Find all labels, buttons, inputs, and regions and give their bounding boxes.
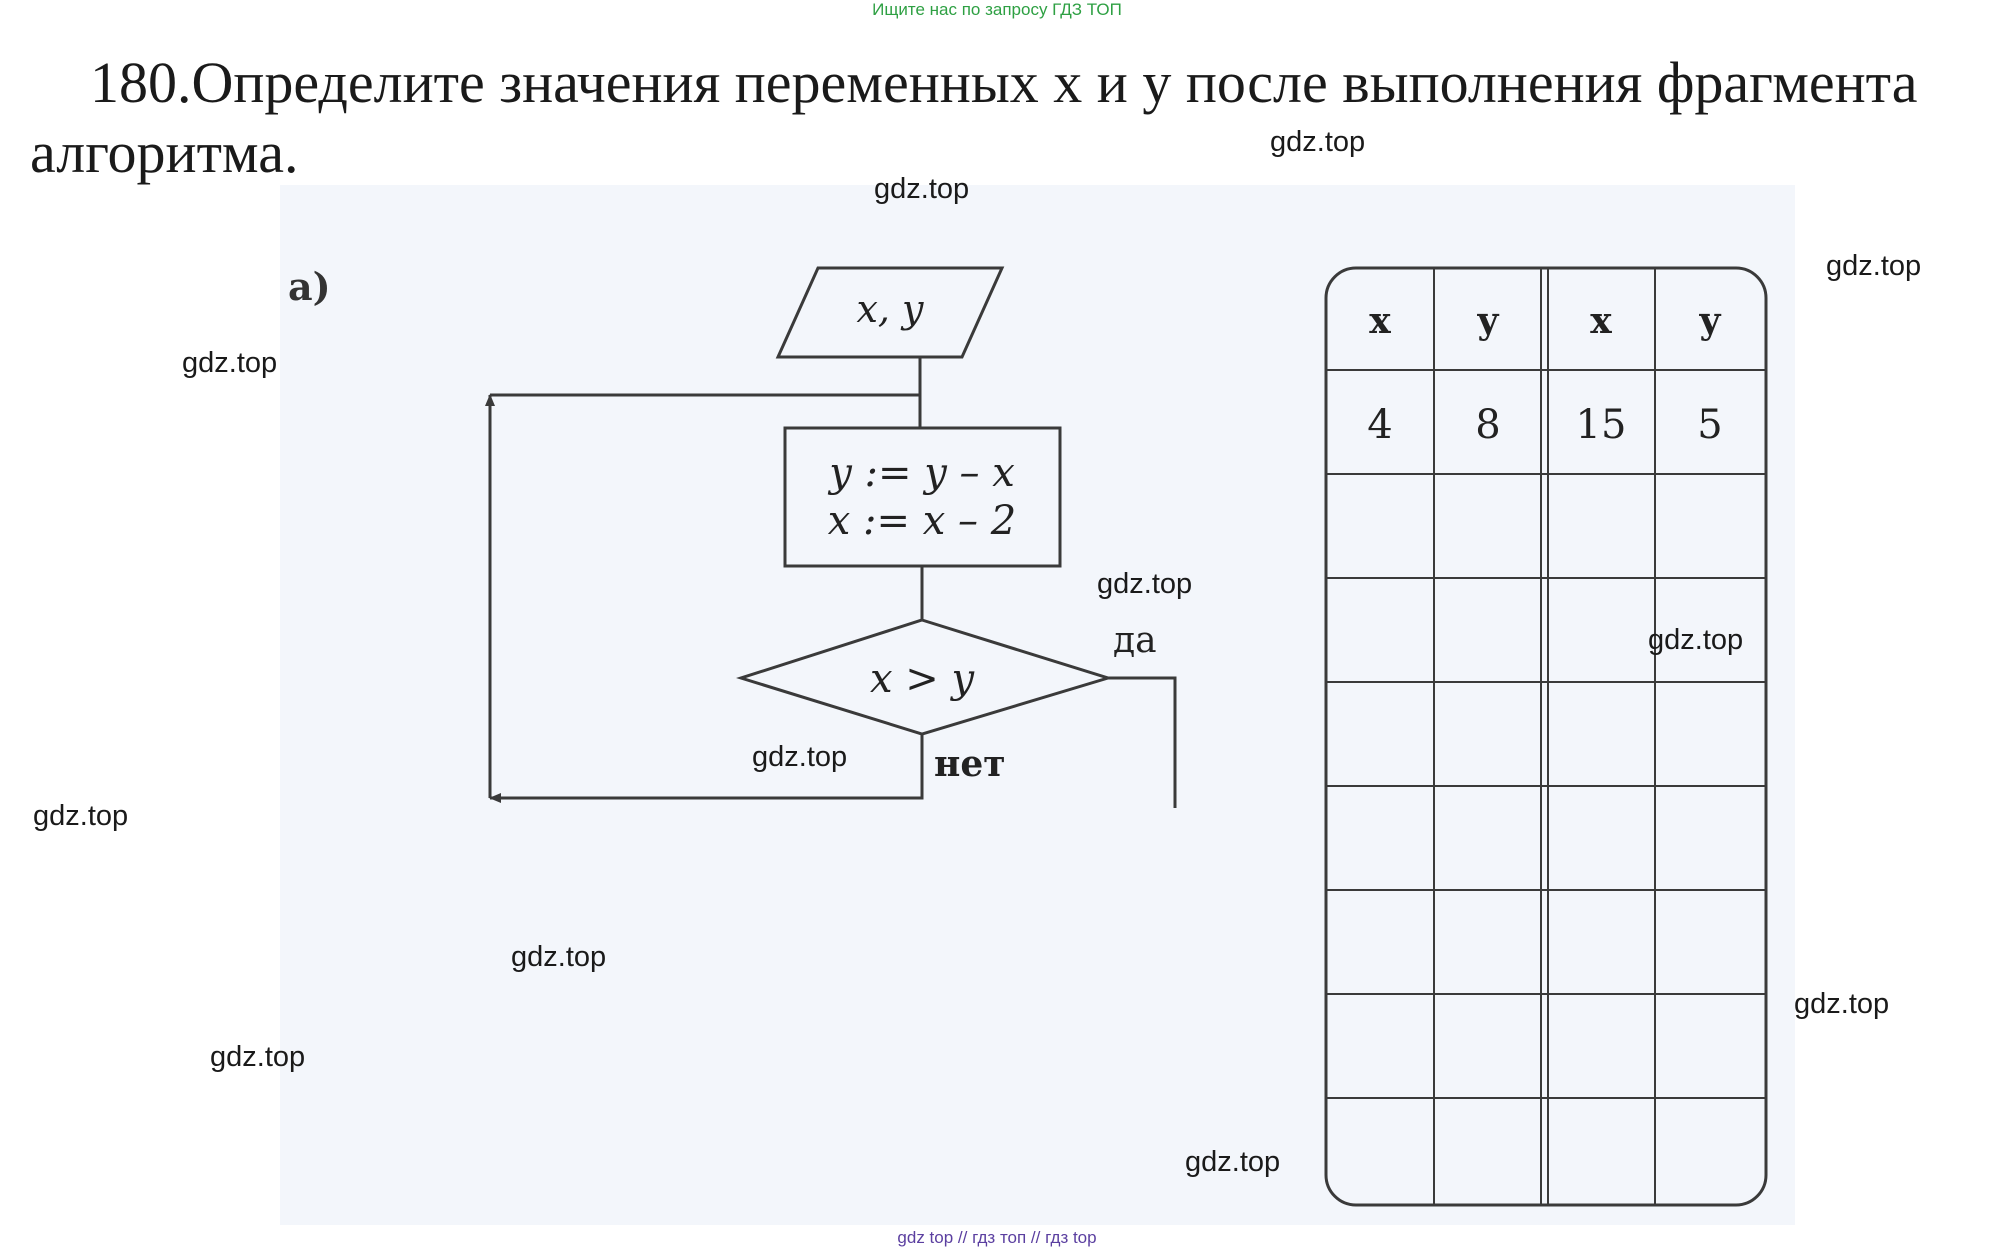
table-cell: 4 xyxy=(1367,402,1393,448)
no-label: нет xyxy=(934,743,1006,785)
task-statement-line-2: алгоритма. xyxy=(30,120,299,185)
table-header-cell: y xyxy=(1699,300,1721,342)
watermark-text: gdz.top xyxy=(1097,568,1193,600)
task-statement-line-1: 180.Определите значения переменных x и y после выполнения фрагмента xyxy=(90,50,1918,115)
table-cell: 15 xyxy=(1575,402,1627,448)
table-header-cell: x xyxy=(1369,300,1391,342)
watermark-text: gdz.top xyxy=(511,941,607,973)
table-cell: 5 xyxy=(1697,402,1723,448)
search-hint-link[interactable]: Ищите нас по запросу ГДЗ ТОП xyxy=(872,0,1122,19)
part-label: a) xyxy=(288,264,331,309)
input-label: x, y xyxy=(856,287,924,331)
yes-label: да xyxy=(1113,620,1157,661)
footer-links[interactable]: gdz top // гдз топ // гдз top xyxy=(897,1228,1097,1247)
watermark-text: gdz.top xyxy=(210,1041,306,1073)
watermark-text: gdz.top xyxy=(33,800,129,832)
watermark-text: gdz.top xyxy=(1648,624,1744,656)
table-header-cell: y xyxy=(1477,300,1499,342)
process-block xyxy=(785,428,1060,566)
table-header-cell: x xyxy=(1590,300,1612,342)
watermark-text: gdz.top xyxy=(1826,250,1922,282)
process-line-1: y := y – x xyxy=(829,450,1015,496)
watermark-text: gdz.top xyxy=(1270,126,1366,158)
watermark-text: gdz.top xyxy=(1794,988,1890,1020)
table-cell: 8 xyxy=(1475,402,1501,448)
watermark-text: gdz.top xyxy=(874,173,970,205)
yes-branch-line xyxy=(1108,678,1175,808)
trace-table xyxy=(1326,268,1766,1205)
watermark-text: gdz.top xyxy=(1185,1146,1281,1178)
process-line-2: x := x – 2 xyxy=(827,498,1017,544)
watermark-text: gdz.top xyxy=(752,741,848,773)
condition-label: x > y xyxy=(869,656,975,702)
no-branch-line xyxy=(490,734,922,798)
watermark-text: gdz.top xyxy=(182,347,278,379)
